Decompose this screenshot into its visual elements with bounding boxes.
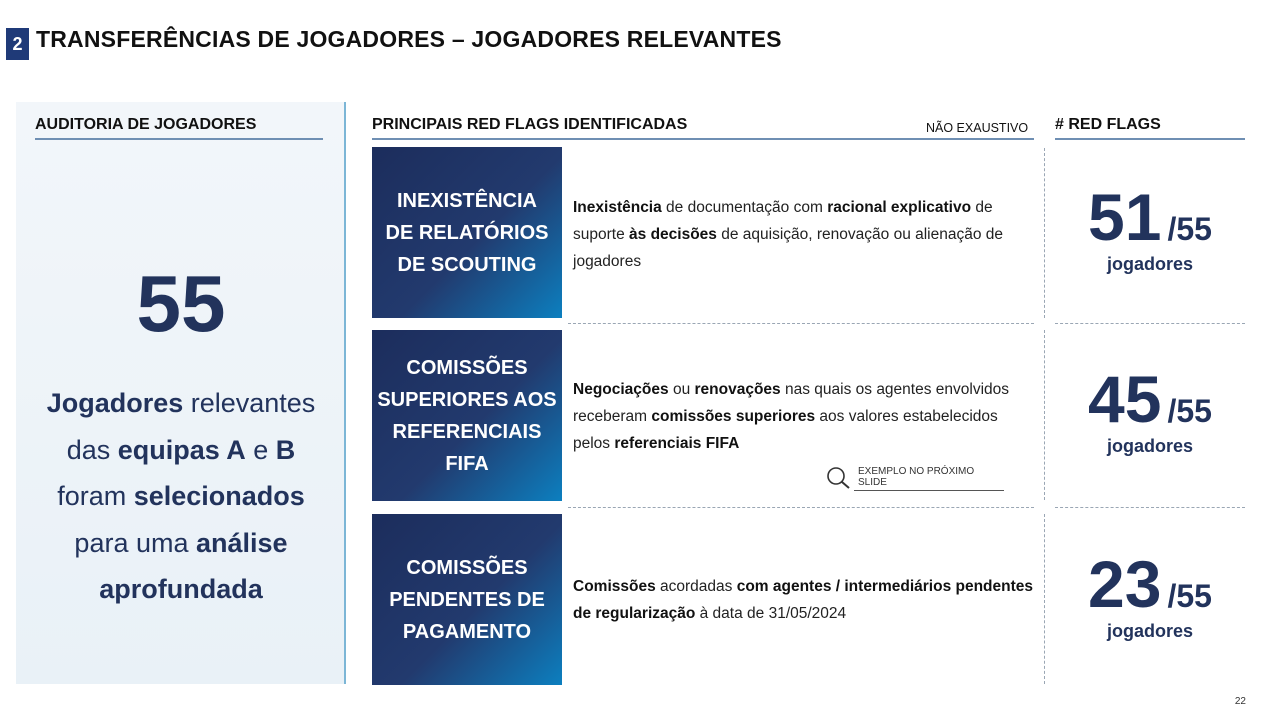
flag-description: Inexistência de documentação com racional explicativo de suporte às decisões de aquisição, renovação ou alienação de jogadores bbox=[573, 199, 1004, 270]
flag-count: 23 /55 jogadores bbox=[1088, 547, 1212, 641]
flag-title-box: COMISSÕES SUPERIORES AOS REFERENCIAIS FIFA bbox=[372, 330, 562, 501]
flag-description: Comissões acordadas com agentes / intermediários pendentes de regularização à data de 31/05/2024 bbox=[573, 578, 1034, 622]
page-title: TRANSFERÊNCIAS DE JOGADORES – JOGADORES RELEVANTES bbox=[36, 26, 782, 52]
slide-number-badge: 2 bbox=[6, 28, 29, 60]
left-heading: AUDITORIA DE JOGADORES bbox=[35, 116, 257, 133]
row-separator bbox=[568, 323, 1034, 324]
row-separator bbox=[1055, 507, 1245, 508]
flag-title-box: COMISSÕES PENDENTES DE PAGAMENTO bbox=[372, 514, 562, 685]
right-heading: # RED FLAGS bbox=[1055, 116, 1161, 133]
total-players-number: 55 bbox=[136, 259, 226, 348]
magnifier-icon bbox=[826, 466, 852, 490]
flag-count: 45 /55 jogadores bbox=[1088, 362, 1212, 456]
flag-description: Negociações ou renovações nas quais os agentes envolvidos receberam comissões superiores aos valores estabelecidos pelos referenciais FIFA bbox=[573, 381, 1010, 452]
page-number: 22 bbox=[1234, 696, 1246, 707]
column-divider bbox=[1044, 330, 1045, 500]
middle-heading-rule bbox=[372, 138, 1034, 140]
right-heading-rule bbox=[1055, 138, 1245, 140]
row-separator bbox=[568, 507, 1034, 508]
middle-heading: PRINCIPAIS RED FLAGS IDENTIFICADAS bbox=[372, 116, 688, 133]
example-next-slide-link[interactable] bbox=[826, 466, 1004, 490]
flag-title-box: INEXISTÊNCIA DE RELATÓRIOS DE SCOUTING bbox=[372, 147, 562, 318]
row-separator bbox=[1055, 323, 1245, 324]
left-heading-rule bbox=[35, 138, 323, 140]
column-divider bbox=[1044, 514, 1045, 684]
flag-count: 51 /55 jogadores bbox=[1088, 180, 1212, 274]
non-exhaustive-note: NÃO EXAUSTIVO bbox=[926, 121, 1029, 135]
example-link-label[interactable]: EXEMPLO NO PRÓXIMO SLIDE bbox=[854, 466, 1004, 491]
column-divider bbox=[1044, 148, 1045, 318]
left-description: Jogadores relevantes das equipas A e B foram selecionados para uma análise aprofundada bbox=[46, 388, 316, 604]
